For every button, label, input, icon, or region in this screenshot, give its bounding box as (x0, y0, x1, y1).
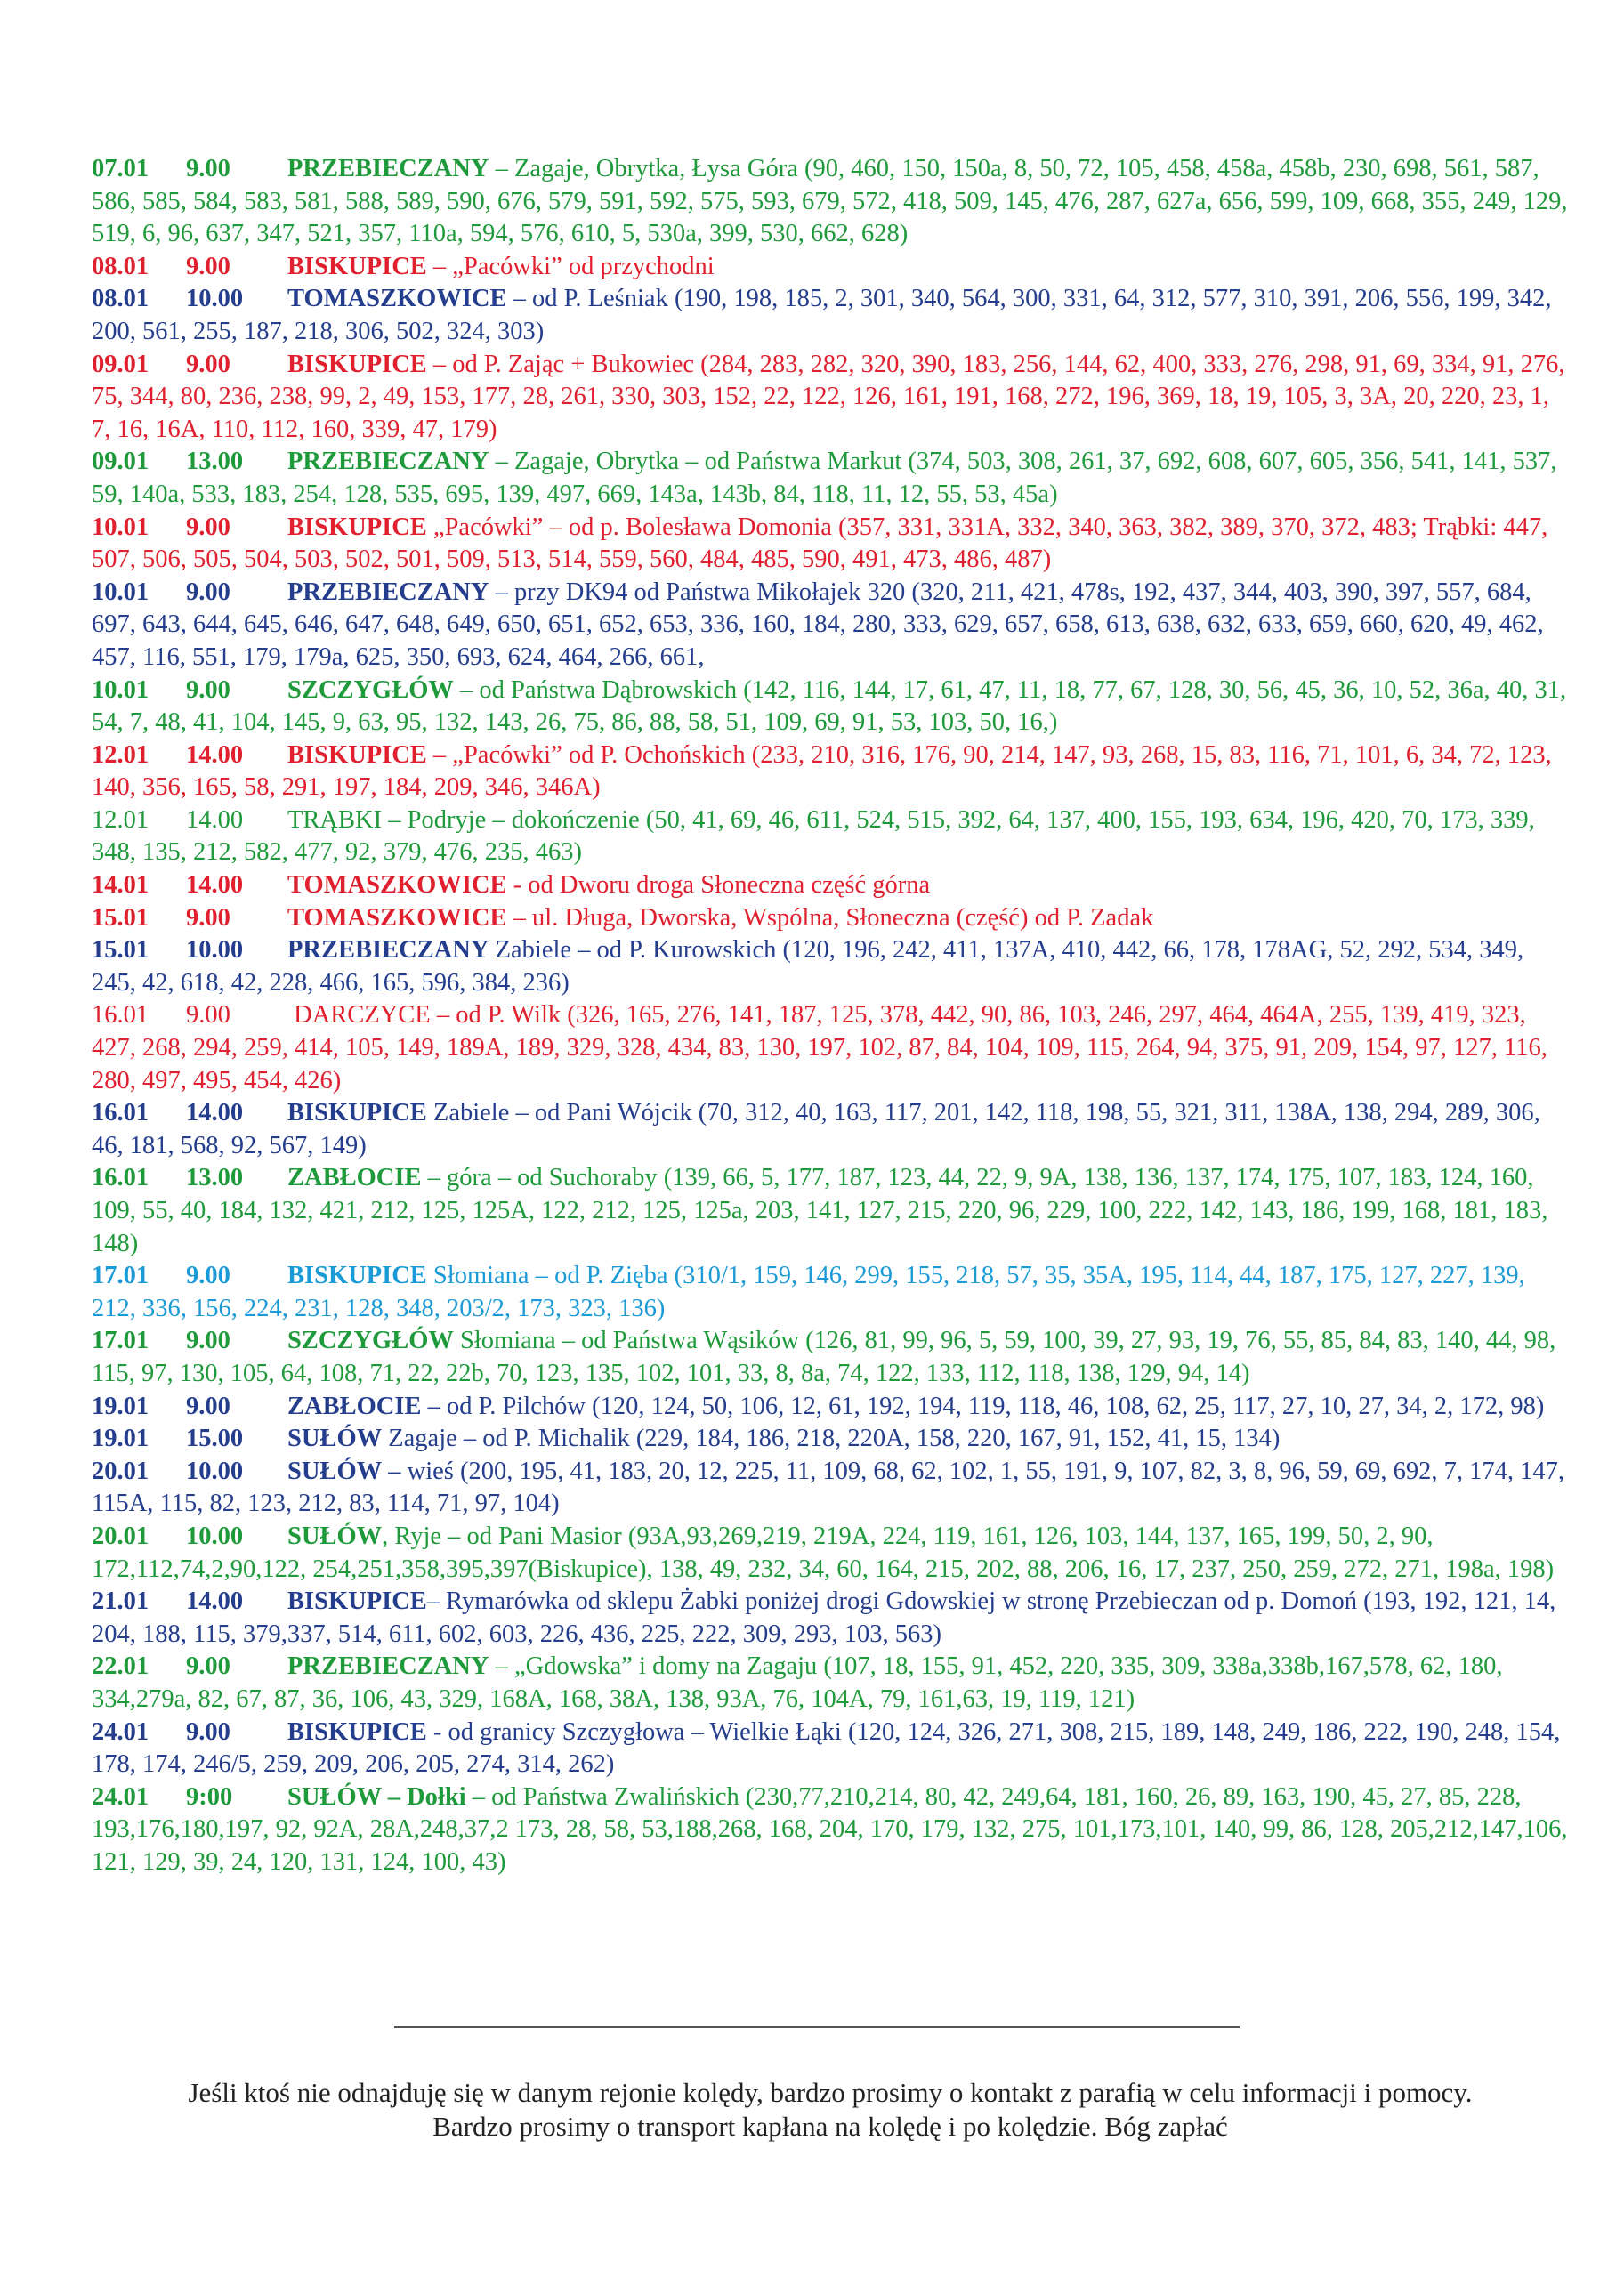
footer-note (92, 2076, 1569, 2144)
entry-details: – Podryje – dokończenie (50, 41, 69, 46, 611, 524, 515, 392, 64, 137, 400, 155, 193, 634, 196, 420, 70, 173, 339, 348, 135, 212, 582, 477, 92, 379, 476, 235, 463) (92, 805, 1535, 867)
entry-place: BISKUPICE (287, 740, 427, 769)
schedule-entry (92, 1456, 1569, 1521)
entry-details: , Ryje – od Pani Masior (93A,93,269,219, 219A, 224, 119, 161, 126, 103, 144, 137, 165, 199, 50, 2, 90, 172,112,74,2,90,122, 254,251,358,395,397(Biskupice), 138, 49, 232, 34, 60, 164, 215, 202, 88, 206, 16, 17, 237, 250, 259, 272, 271, 198a, 198) (92, 1522, 1555, 1583)
entry-place: SUŁÓW – Dołki (287, 1782, 466, 1811)
entry-time: 9.00 (186, 578, 230, 606)
schedule-entry (92, 869, 1569, 902)
entry-place: PRZEBIECZANY (287, 936, 489, 965)
entry-time: 9.00 (186, 155, 230, 182)
entry-time: 9.00 (186, 903, 230, 932)
entry-time: 10.00 (186, 936, 244, 965)
entry-details: - od Dworu droga Słoneczna część górna (506, 871, 931, 900)
entry-time: 10.00 (186, 1522, 244, 1550)
entry-place: SZCZYGŁÓW (287, 675, 454, 704)
entry-time: 9.00 (186, 350, 230, 378)
entry-place: PRZEBIECZANY (287, 1652, 489, 1681)
entry-time: 14.00 (186, 1587, 244, 1616)
entry-details: - od granicy Szczygłowa – Wielkie Łąki (120, 124, 326, 271, 308, 215, 189, 148, 249, 186, 222, 190, 248, 154, 178, 174, 246/5, 259, 209, 206, 205, 274, 314, 262) (92, 1717, 1561, 1779)
entry-details: – Zagaje, Obrytka, Łysa Góra (90, 460, 150, 150a, 8, 50, 72, 105, 458, 458a, 458b, 230, 698, 561, 587, 586, 585, 584, 583, 581, 588, 589, 590, 676, 579, 591, 592, 575, 593, 679, 572, 418, 509, 145, 476, 287, 627a, 656, 599, 109, 668, 355, 249, 129, 519, 6, 96, 637, 347, 521, 357, 110a, 594, 576, 610, 5, 530a, 399, 530, 662, 628) (92, 155, 1568, 248)
entry-date: 24.01 (92, 1782, 149, 1811)
entry-date: 20.01 (92, 1457, 149, 1485)
entry-details: Słomiana – od P. Zięba (310/1, 159, 146, 299, 155, 218, 57, 35, 35A, 195, 114, 44, 187, 175, 127, 227, 139, 212, 336, 156, 224, 231, 128, 348, 203/2, 173, 323, 136) (92, 1262, 1525, 1322)
schedule-entry (92, 153, 1569, 251)
entry-date: 17.01 (92, 1327, 149, 1355)
entry-place: BISKUPICE (287, 513, 427, 541)
entry-place: TOMASZKOWICE (287, 903, 507, 932)
entry-details: „Pacówki” – od p. Bolesława Domonia (357, 331, 331A, 332, 340, 363, 382, 389, 370, 372, 483; Trąbki: 447, 507, 506, 505, 504, 503, 502, 501, 509, 513, 514, 559, 560, 484, 485, 590, 491, 473, 486, 487) (92, 513, 1548, 574)
entry-time: 9.00 (186, 675, 230, 704)
schedule-entry (92, 804, 1569, 869)
entry-time: 14.00 (186, 1099, 244, 1127)
entry-details: Zagaje – od P. Michalik (229, 184, 186, 218, 220A, 158, 220, 167, 91, 152, 41, 15, 134) (382, 1425, 1281, 1453)
schedule-entry (92, 446, 1569, 511)
entry-details: – od P. Zając + Bukowiec (284, 283, 282, 320, 390, 183, 256, 144, 62, 400, 333, 276, 298, 91, 69, 334, 91, 276, 75, 344, 80, 236, 238, 99, 2, 49, 153, 177, 28, 261, 330, 303, 152, 22, 122, 126, 161, 191, 168, 272, 196, 369, 18, 19, 105, 3, 3A, 20, 220, 23, 1, 7, 16, 16A, 110, 112, 160, 339, 47, 179) (92, 350, 1565, 443)
footer-line-2: Bardzo prosimy o transport kapłana na kolędę i po kolędzie. Bóg zapłać (432, 2111, 1228, 2142)
entry-place: PRZEBIECZANY (287, 155, 489, 182)
entry-date: 09.01 (92, 448, 149, 476)
entry-date: 12.01 (92, 805, 149, 834)
entry-time: 9.00 (186, 513, 230, 541)
schedule-entry (92, 675, 1569, 739)
entry-date: 16.01 (92, 1099, 149, 1127)
entry-place: SUŁÓW (287, 1425, 383, 1453)
footer-line-1: Jeśli ktoś nie odnajduję się w danym rejonie kolędy, bardzo prosimy o kontakt z parafią w celu informacji i pomocy. (188, 2077, 1473, 2108)
schedule-entry (92, 1162, 1569, 1260)
entry-place: TRĄBKI (287, 805, 383, 834)
entry-details: – ul. Długa, Dworska, Wspólna, Słoneczna (część) od P. Zadak (506, 903, 1154, 932)
entry-date: 08.01 (92, 285, 149, 313)
schedule-entry (92, 251, 1569, 284)
schedule-entry (92, 1717, 1569, 1781)
entry-place: BISKUPICE (287, 1262, 427, 1290)
entry-date: 19.01 (92, 1425, 149, 1453)
entry-place: BISKUPICE (287, 1587, 427, 1616)
entry-date: 10.01 (92, 578, 149, 606)
entry-details: – wieś (200, 195, 41, 183, 20, 12, 225, 11, 109, 68, 62, 102, 1, 55, 191, 9, 107, 82, 3, 8, 96, 59, 69, 692, 7, 174, 147, 115A, 115, 82, 123, 212, 83, 114, 71, 97, 104) (92, 1457, 1565, 1518)
entry-date: 07.01 (92, 155, 149, 182)
entry-time: 14.00 (186, 740, 244, 769)
entry-place: SUŁÓW (287, 1522, 383, 1550)
entry-place: PRZEBIECZANY (287, 578, 489, 606)
entry-time: 14.00 (186, 805, 244, 834)
entry-date: 17.01 (92, 1262, 149, 1290)
entry-details: Zabiele – od P. Kurowskich (120, 196, 242, 411, 137A, 410, 442, 66, 178, 178AG, 52, 292, 534, 349, 245, 42, 618, 42, 228, 466, 165, 596, 384, 236) (92, 936, 1524, 997)
entry-time: 13.00 (186, 448, 244, 476)
entry-details: Zabiele – od Pani Wójcik (70, 312, 40, 163, 117, 201, 142, 118, 198, 55, 321, 311, 138A, 138, 294, 289, 306, 46, 181, 568, 92, 567, 149) (92, 1099, 1540, 1159)
entry-date: 12.01 (92, 740, 149, 769)
schedule-entry (92, 1651, 1569, 1716)
entry-date: 09.01 (92, 350, 149, 378)
entry-time: 14.00 (186, 871, 244, 900)
entry-place: TOMASZKOWICE (287, 285, 507, 313)
entry-date: 19.01 (92, 1392, 149, 1420)
entry-time: 10.00 (186, 1457, 244, 1485)
entry-details: – Zagaje, Obrytka – od Państwa Markut (374, 503, 308, 261, 37, 692, 608, 607, 605, 356, 541, 141, 537, 59, 140a, 533, 183, 254, 128, 535, 695, 139, 497, 669, 143a, 143b, 84, 118, 11, 12, 55, 53, 45a) (92, 448, 1557, 508)
schedule-entry (92, 1423, 1569, 1456)
schedule-entry (92, 1586, 1569, 1651)
entry-date: 15.01 (92, 936, 149, 965)
schedule-entry (92, 1097, 1569, 1162)
entry-time: 9.00 (186, 252, 230, 280)
entry-time: 9.00 (186, 1392, 230, 1420)
entry-place: SUŁÓW (287, 1457, 383, 1485)
entry-place: ZABŁOCIE (287, 1392, 422, 1420)
entry-time: 9.00 (186, 1262, 230, 1290)
schedule-entry (92, 999, 1569, 1097)
entry-details: – „Pacówki” od P. Ochońskich (233, 210, 316, 176, 90, 214, 147, 93, 268, 15, 83, 116, 71, 101, 6, 34, 72, 123, 140, 356, 165, 58, 291, 197, 184, 209, 346, 346A) (92, 740, 1552, 802)
schedule-entry (92, 512, 1569, 577)
entry-details: – od Państwa Zwalińskich (230,77,210,214, 80, 42, 249,64, 181, 160, 26, 89, 163, 190, 45, 27, 85, 228, 193,176,180,197, 92, 92A, 28A,248,37,2 173, 28, 58, 53,188,268, 168, 204, 170, 179, 132, 275, 101,173,101, 140, 99, 86, 128, 205,212,147,106, 121, 129, 39, 24, 120, 131, 124, 100, 43) (92, 1782, 1568, 1876)
entry-date: 24.01 (92, 1717, 149, 1746)
entry-time: 9.00 (186, 1717, 230, 1746)
entry-date: 21.01 (92, 1587, 149, 1616)
schedule-entry (92, 1325, 1569, 1390)
entry-place: PRZEBIECZANY (287, 448, 489, 476)
entry-details: – od P. Wilk (326, 165, 276, 141, 187, 125, 378, 442, 90, 86, 103, 246, 297, 464, 464A, 255, 139, 419, 323, 427, 268, 294, 259, 414, 105, 149, 189A, 189, 329, 328, 434, 83, 130, 197, 102, 87, 84, 104, 109, 115, 264, 94, 375, 91, 209, 154, 97, 127, 116, 280, 497, 495, 454, 426) (92, 1001, 1547, 1095)
entry-place: BISKUPICE (287, 1099, 427, 1127)
entry-date: 22.01 (92, 1652, 149, 1681)
schedule-list (92, 153, 1569, 1878)
entry-place: BISKUPICE (287, 350, 427, 378)
entry-time: 9.00 (186, 1652, 230, 1681)
entry-details: – od P. Pilchów (120, 124, 50, 106, 12, 61, 192, 194, 119, 118, 46, 108, 62, 25, 117, 27, 10, 27, 34, 2, 172, 98) (421, 1392, 1545, 1420)
schedule-entry (92, 902, 1569, 935)
schedule-entry (92, 1781, 1569, 1879)
entry-place: DARCZYCE (287, 1001, 431, 1030)
entry-date: 10.01 (92, 513, 149, 541)
entry-time: 10.00 (186, 285, 244, 313)
schedule-entry (92, 1521, 1569, 1586)
entry-date: 20.01 (92, 1522, 149, 1550)
entry-place: BISKUPICE (287, 1717, 427, 1746)
entry-time: 13.00 (186, 1164, 244, 1192)
entry-details: – góra – od Suchoraby (139, 66, 5, 177, 187, 123, 44, 22, 9, 9A, 138, 136, 137, 174, 175, 107, 183, 124, 160, 109, 55, 40, 184, 132, 421, 212, 125, 125A, 122, 212, 125, 125a, 203, 141, 127, 215, 220, 96, 229, 100, 222, 142, 143, 186, 199, 168, 181, 183, 148) (92, 1164, 1548, 1257)
schedule-entry (92, 577, 1569, 675)
schedule-entry (92, 1391, 1569, 1424)
entry-time: 9.00 (186, 1001, 230, 1030)
entry-date: 15.01 (92, 903, 149, 932)
entry-details: Słomiana – od Państwa Wąsików (126, 81, 99, 96, 5, 59, 100, 39, 27, 93, 19, 76, 55, 85, 84, 83, 140, 44, 98, 115, 97, 130, 105, 64, 108, 71, 22, 22b, 70, 123, 135, 102, 101, 33, 8, 8a, 74, 122, 133, 112, 118, 138, 129, 94, 14) (92, 1327, 1556, 1387)
schedule-entry (92, 739, 1569, 804)
divider-line (394, 2026, 1240, 2028)
entry-place: SZCZYGŁÓW (287, 1327, 454, 1355)
entry-place: TOMASZKOWICE (287, 871, 507, 900)
schedule-entry (92, 349, 1569, 447)
entry-details: – „Gdowska” i domy na Zagaju (107, 18, 155, 91, 452, 220, 335, 309, 338a,338b,167,578, 62, 180, 334,279a, 82, 67, 87, 36, 106, 43, 329, 168A, 168, 38A, 138, 93A, 76, 104A, 79, 161,63, 19, 119, 121) (92, 1652, 1503, 1713)
entry-date: 16.01 (92, 1164, 149, 1192)
schedule-entry (92, 1260, 1569, 1325)
entry-details: – od Państwa Dąbrowskich (142, 116, 144, 17, 61, 47, 11, 18, 77, 67, 128, 30, 56, 45, 36, 10, 52, 36a, 40, 31, 54, 7, 48, 41, 104, 145, 9, 63, 95, 132, 143, 26, 75, 86, 88, 58, 51, 109, 69, 91, 53, 103, 50, 16,) (92, 675, 1567, 737)
entry-time: 9.00 (186, 1327, 230, 1355)
entry-place: ZABŁOCIE (287, 1164, 422, 1192)
entry-date: 14.01 (92, 871, 149, 900)
entry-time: 15.00 (186, 1425, 244, 1453)
entry-date: 16.01 (92, 1001, 149, 1030)
schedule-entry (92, 283, 1569, 348)
entry-date: 08.01 (92, 252, 149, 280)
entry-details: – Rymarówka od sklepu Żabki poniżej drogi Gdowskiej w stronę Przebieczan od p. Domoń (193, 192, 121, 14, 204, 188, 115, 379,337, 514, 611, 602, 603, 226, 436, 225, 222, 309, 293, 103, 563) (92, 1587, 1556, 1648)
schedule-entry (92, 934, 1569, 999)
entry-details: – przy DK94 od Państwa Mikołajek 320 (320, 211, 421, 478s, 192, 437, 344, 403, 390, 397, 557, 684, 697, 643, 644, 645, 646, 647, 648, 649, 650, 651, 652, 653, 336, 160, 184, 280, 333, 629, 657, 658, 613, 638, 632, 633, 659, 660, 620, 49, 462, 457, 116, 551, 179, 179a, 625, 350, 693, 624, 464, 266, 661, (92, 578, 1544, 671)
entry-place: BISKUPICE (287, 252, 427, 280)
entry-time: 9:00 (186, 1782, 233, 1811)
entry-details: – od P. Leśniak (190, 198, 185, 2, 301, 340, 564, 300, 331, 64, 312, 577, 310, 391, 206, 556, 199, 342, 200, 561, 255, 187, 218, 306, 502, 324, 303) (92, 285, 1552, 345)
entry-date: 10.01 (92, 675, 149, 704)
entry-details: – „Pacówki” od przychodni (426, 252, 715, 280)
